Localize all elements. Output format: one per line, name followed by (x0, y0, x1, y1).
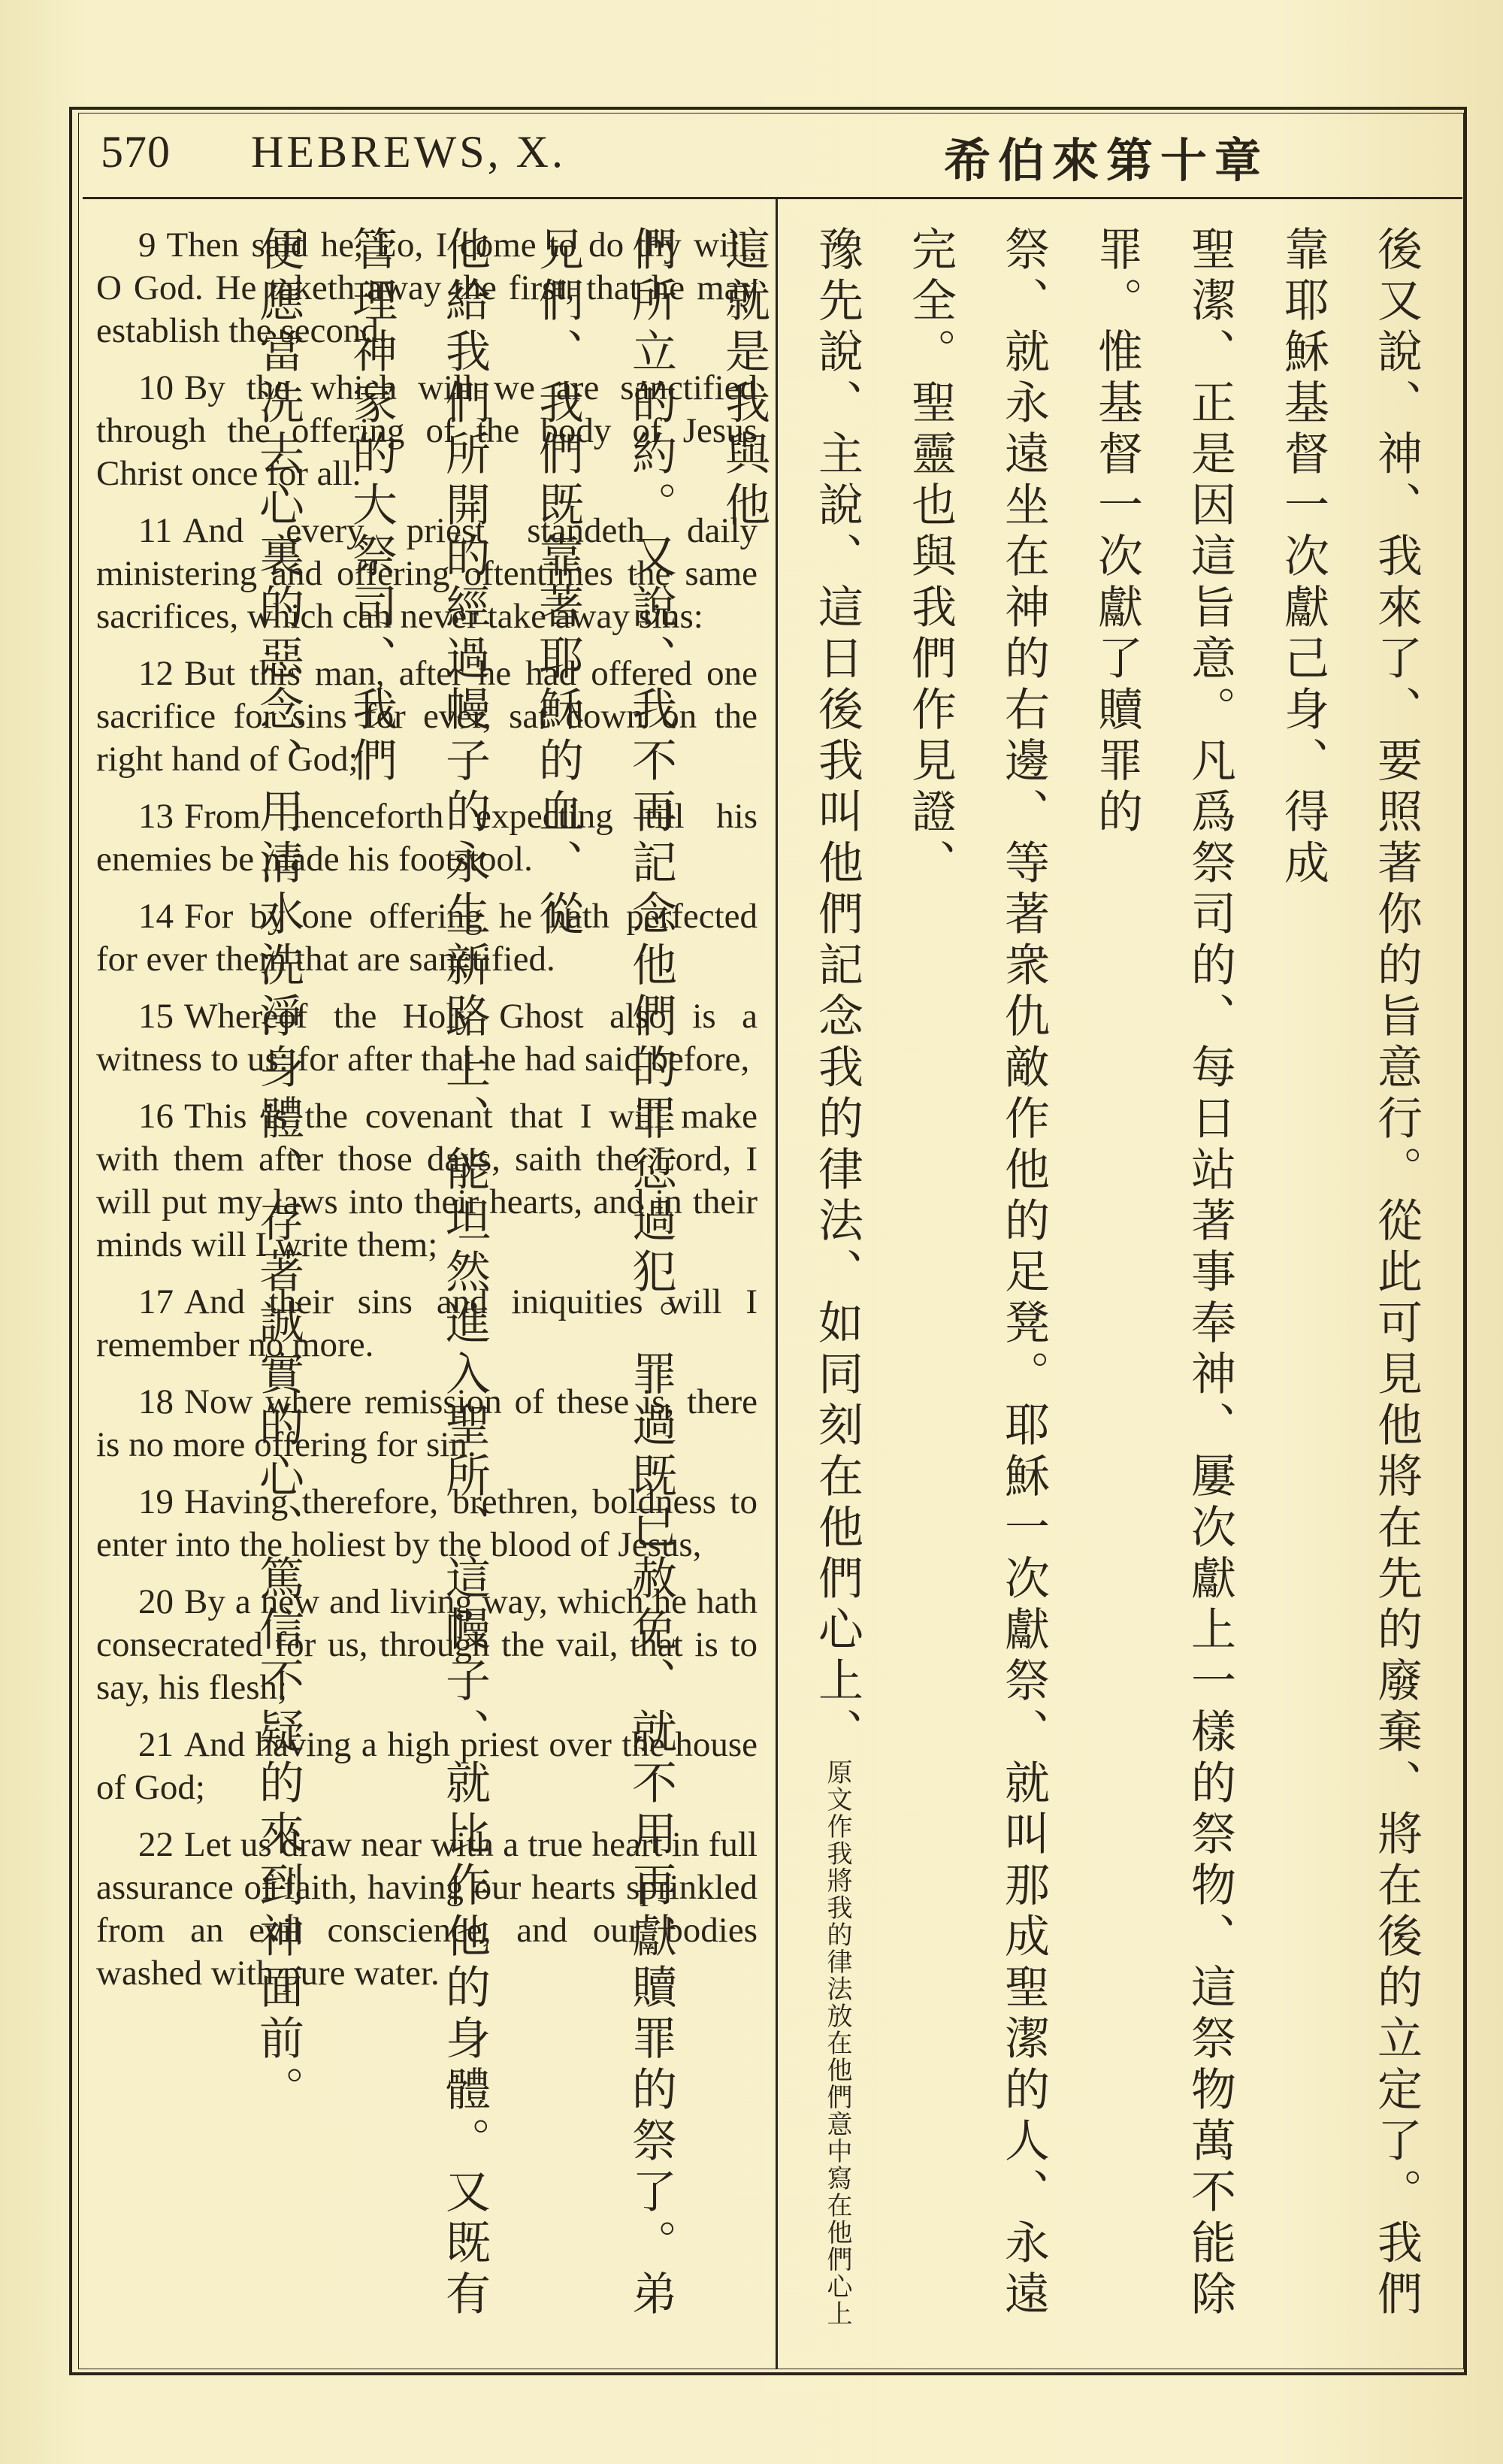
verse-text: By a new and living way, which he hath consecrated for us, through the vail, that is to say, his flesh; (96, 1582, 758, 1707)
chinese-chapter-title: 希伯來第十章 (943, 133, 1269, 188)
verse-text: Whereof the Holy Ghost also is a witness to us: for after that he had said before, (96, 997, 758, 1079)
verse-text: This is the covenant that I will make with them after those days, saith the Lord, I will put my laws into their hearts, and in their minds will I write them; (96, 1097, 758, 1264)
chinese-line (511, 226, 697, 2353)
verse-number: 15 (138, 997, 174, 1036)
verse-number: 11 (138, 511, 173, 550)
verse-number: 19 (138, 1482, 174, 1521)
chinese-line-text: 聖潔、正是因這旨意。凡爲祭司的、每日站著事奉神、屢次獻上一樣的祭物、這祭物萬不能除罪。惟基督一次獻了贖罪的 (1090, 226, 1236, 2321)
chinese-line (1257, 226, 1443, 2353)
chinese-line (325, 226, 511, 2353)
verse-text: Let us draw near with a true heart in full assurance of faith, having our hearts sprinkled from an evil conscience, and our bodies washed with pure water. (96, 1825, 758, 1993)
chinese-line-text: 豫先說、主說、這日後我叫他們記念我的律法、如同刻在他們心上、 (811, 226, 863, 1759)
verse-text: And every priest standeth daily ministering and offering oftentimes the same sacrifices, which can never take away sins: (96, 511, 758, 636)
chinese-line-text: 們所立的約。又說、我不再記念他們的罪愆過犯。罪過既已赦免、就不用再獻贖罪的祭了。弟兄們、我們既靠著耶穌的血、從 (531, 226, 677, 2321)
verse-number: 18 (138, 1382, 174, 1421)
verse-number: 14 (138, 897, 174, 936)
verse-text: And their sins and iniquities will I remember no more. (96, 1282, 758, 1364)
chinese-line-text: 後又說、神、我來了、要照著你的旨意行。從此可見他將在先的廢棄、將在後的立定了。我們靠耶穌基督一次獻己身、得成 (1277, 226, 1423, 2321)
verse-text: Having therefore, brethren, boldness to enter into the holiest by the blood of Jesus, (96, 1482, 758, 1564)
verse-text: Now where remission of these is, there is no more offering for sin. (96, 1382, 758, 1464)
verse-text: Then said he, Lo, I come to do thy will, O God. He taketh away the first, that he may establish the second. (96, 226, 758, 350)
verse-number: 12 (138, 654, 174, 693)
chinese-line-text: 這就是我與他 (718, 226, 770, 532)
verse-number: 17 (138, 1282, 174, 1321)
chinese-line (884, 226, 1070, 2353)
page-number: 570 (101, 127, 171, 177)
chinese-line (231, 226, 325, 2353)
running-title: HEBREWS, X. (251, 127, 566, 177)
verse-text: From henceforth expecting till his enemies be made his footstool. (96, 797, 758, 879)
chinese-line (697, 226, 884, 2353)
verse-text: And having a high priest over the house of God; (96, 1725, 758, 1807)
verse-number: 20 (138, 1582, 174, 1621)
header-rule (83, 197, 1462, 199)
verse-text: For by one offering he hath perfected for ever them that are sanctified. (96, 897, 758, 979)
chinese-footnote: 原文作我將我的律法放在他們意中寫在他們心上 (822, 1759, 852, 2327)
chinese-line-text: 他給我們所開的經過幔子的永生新路上、能坦然進入聖所、這幔子、就比作他的身體。又既有管理神家的大祭司、我們 (345, 226, 491, 2321)
verse-number: 21 (138, 1725, 174, 1764)
verse-text: By the which will we are sanctified through the offering of the body of Jesus Christ once for all. (96, 368, 758, 493)
chinese-line-text: 祭、就永遠坐在神的右邊、等著衆仇敵作他的足凳。耶穌一次獻祭、就叫那成聖潔的人、永遠完全。聖靈也與我們作見證、 (904, 226, 1050, 2321)
chinese-line-text: 便應當洗去心裏的惡念、用清水洗淨身體、存著誠實的心、篤信不疑的來到神面前。 (252, 226, 304, 2117)
verse-text: But this man, after he had offered one sacrifice for sins for ever, sat down on the right hand of God; (96, 654, 758, 779)
verse-number: 22 (138, 1825, 174, 1864)
chinese-line (1070, 226, 1257, 2353)
verse-number: 13 (138, 797, 174, 836)
verse-number: 10 (138, 368, 174, 407)
verse-number: 16 (138, 1097, 174, 1136)
verse-number: 9 (138, 226, 156, 265)
